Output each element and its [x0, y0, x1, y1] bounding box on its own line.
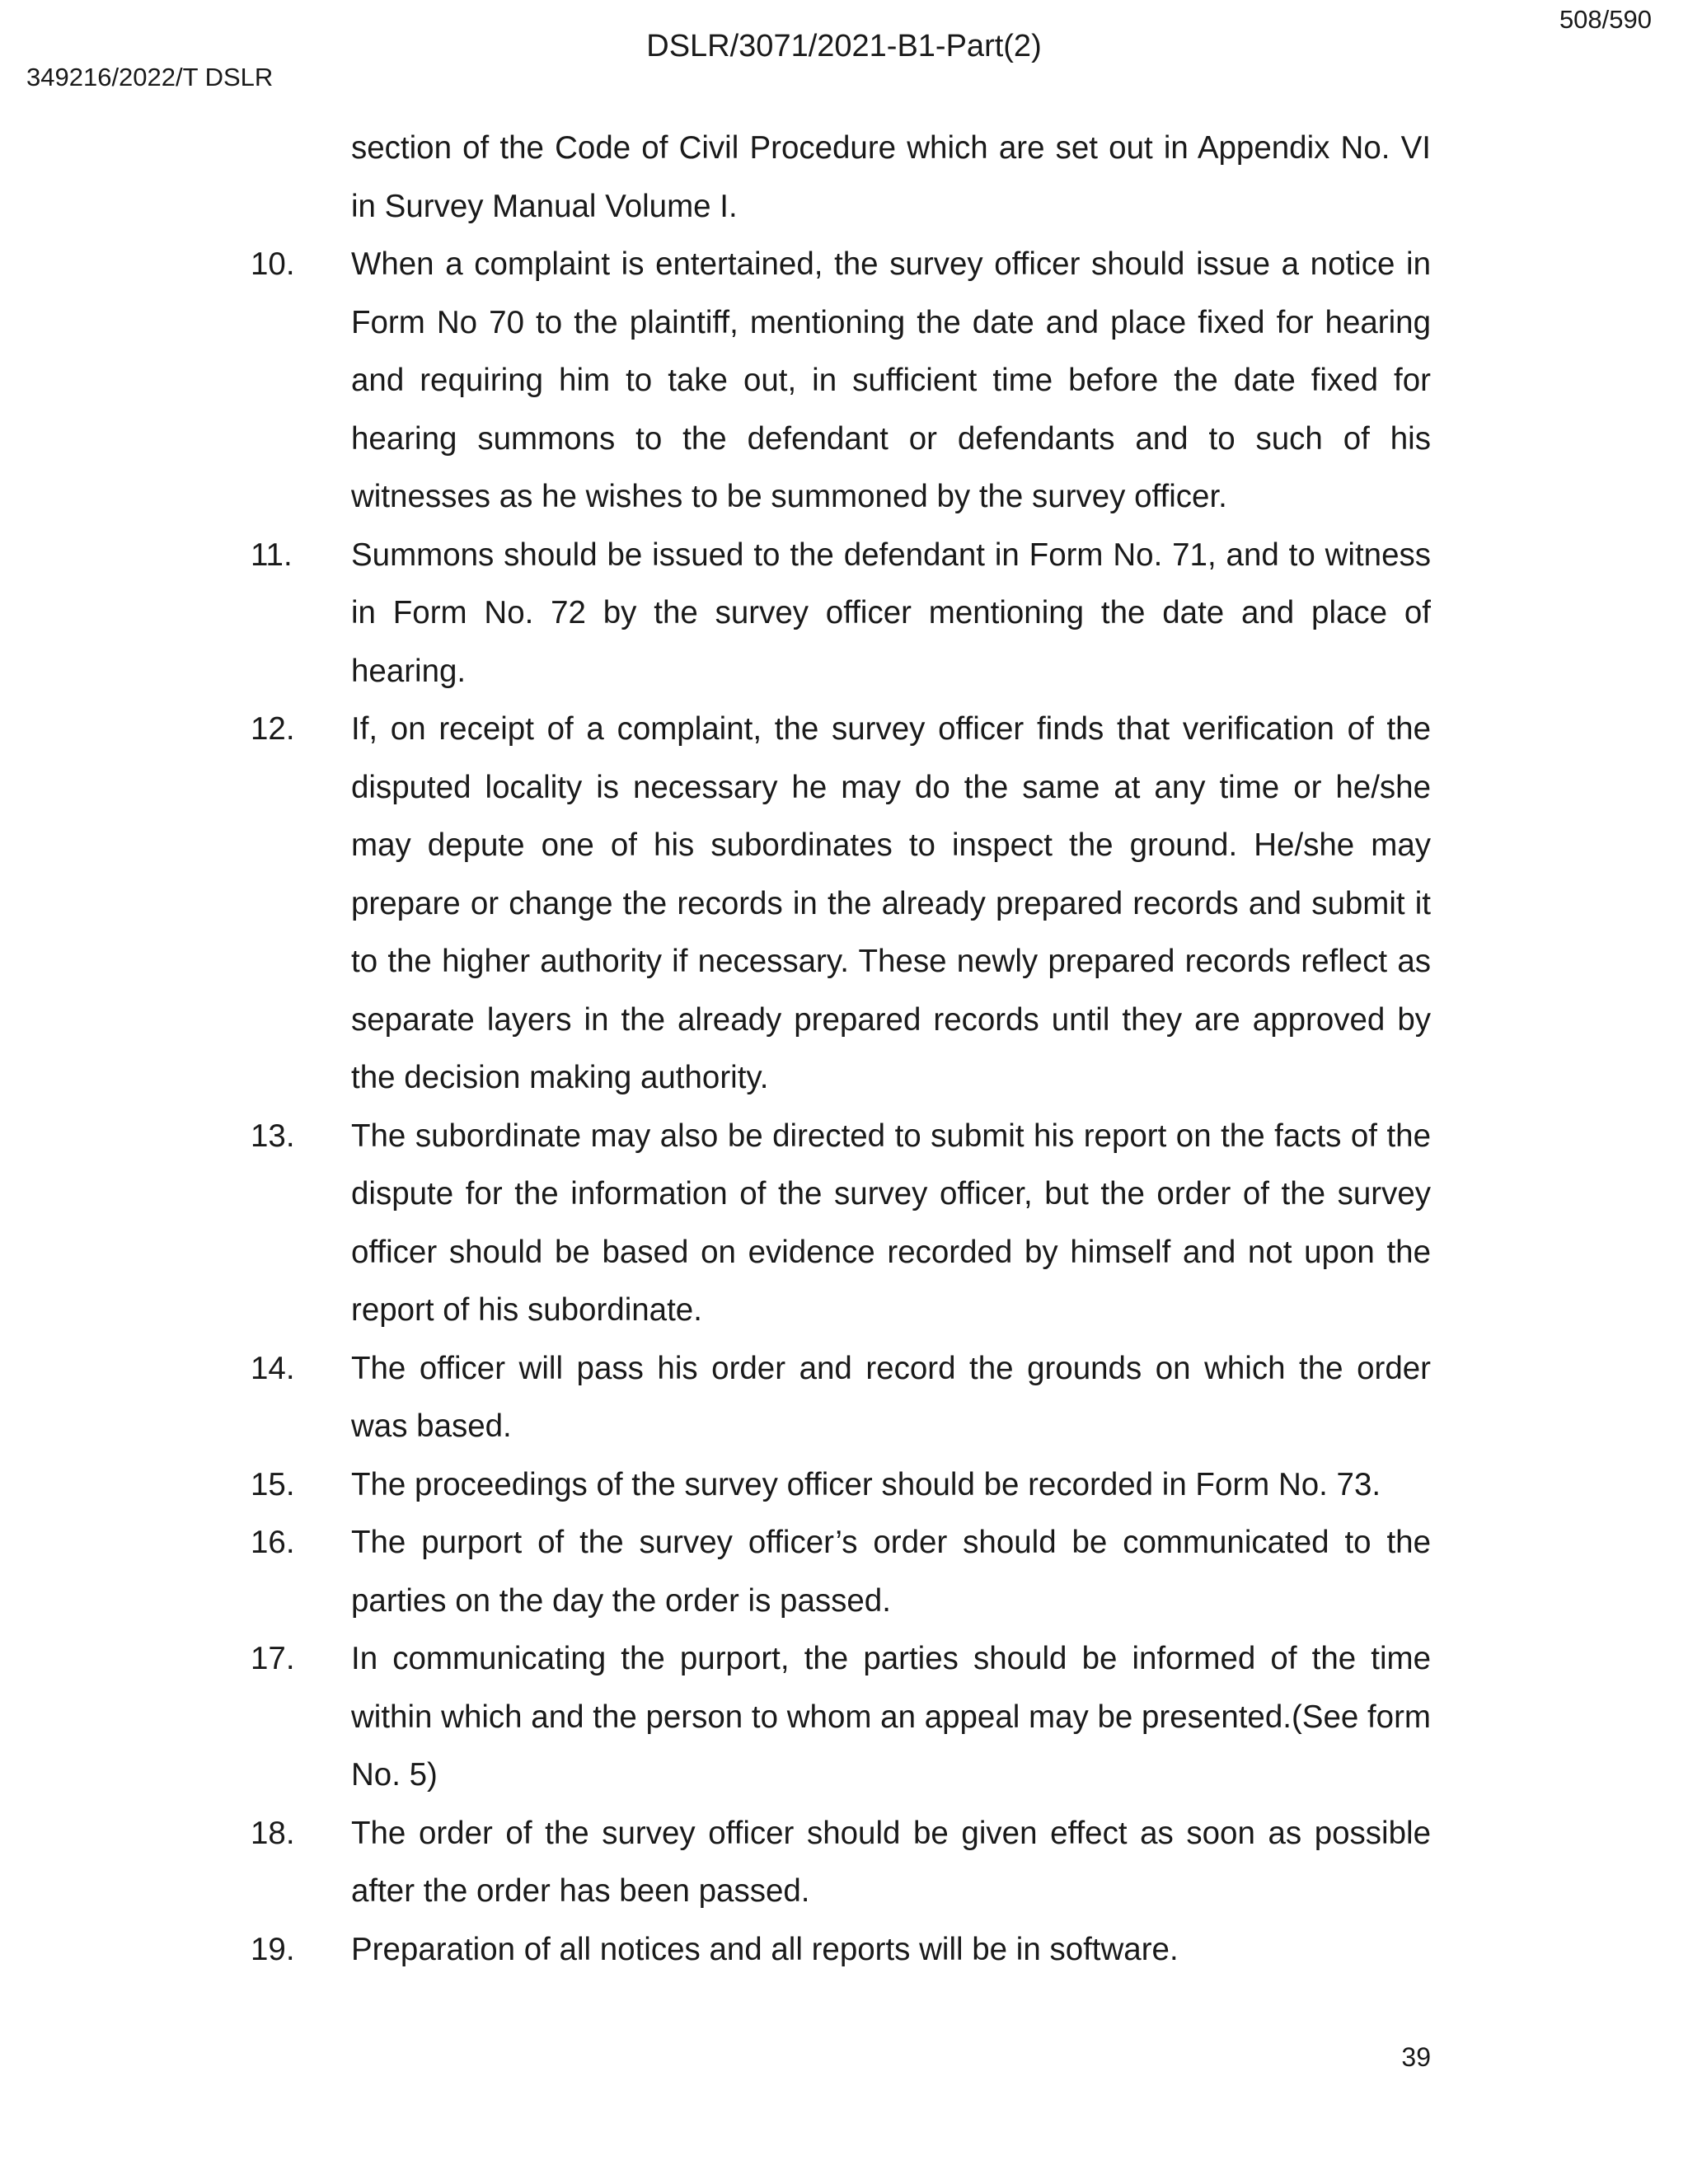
list-item	[251, 1921, 1431, 1980]
item-text: Summons should be issued to the defendant in Form No. 71, and to witness in Form No. 72 by the survey officer mentioning the date and place of hearing.	[351, 537, 1431, 689]
list-item	[251, 1340, 1431, 1456]
item-number: 16.	[251, 1525, 295, 1560]
item-number: 18.	[251, 1815, 295, 1851]
item-text: The purport of the survey officer’s order should be communicated to the parties on the day the order is passed.	[351, 1525, 1431, 1619]
page-number: 39	[1401, 2042, 1431, 2072]
list-item	[251, 1805, 1431, 1921]
list-item	[251, 1456, 1431, 1515]
document-body	[251, 120, 1431, 1979]
list-item	[251, 236, 1431, 527]
item-text: In communicating the purport, the parties should be informed of the time within which and the person to whom an appeal may be presented.(See form No. 5)	[351, 1641, 1431, 1793]
item-text: The order of the survey officer should be given effect as soon as possible after the order has been passed.	[351, 1815, 1431, 1909]
item-number: 19.	[251, 1931, 295, 1967]
item-number: 12.	[251, 711, 295, 747]
continuation-paragraph: section of the Code of Civil Procedure which are set out in Appendix No. VI in Survey Manual Volume I.	[351, 130, 1431, 224]
item-text: Preparation of all notices and all reports will be in software.	[351, 1931, 1179, 1967]
item-text: The officer will pass his order and record the grounds on which the order was based.	[351, 1350, 1431, 1444]
item-number: 13.	[251, 1118, 295, 1154]
list-item	[251, 1630, 1431, 1805]
item-text: If, on receipt of a complaint, the survey officer finds that verification of the disputed locality is necessary he may do the same at any time or he/she may depute one of his subordinates to inspect the ground. He/she may prepare or change the records in the already prepared records and submit it to the higher authority if necessary. These newly prepared records reflect as separate layers in the already prepared records until they are approved by the decision making authority.	[351, 711, 1431, 1095]
document-id-stamp: 349216/2022/T DSLR	[26, 63, 274, 91]
item-text: The subordinate may also be directed to submit his report on the facts of the dispute for the information of the survey officer, but the order of the survey officer should be based on evidence recorded by himself and not upon the report of his subordinate.	[351, 1118, 1431, 1328]
item-number: 17.	[251, 1641, 295, 1676]
item-number: 11.	[251, 537, 293, 573]
list-item	[251, 1108, 1431, 1340]
item-number: 15.	[251, 1466, 295, 1502]
page-count-stamp: 508/590	[1559, 5, 1652, 34]
item-number: 14.	[251, 1350, 295, 1386]
item-text: The proceedings of the survey officer should be recorded in Form No. 73.	[351, 1466, 1381, 1502]
file-reference-header: DSLR/3071/2021-B1-Part(2)	[646, 29, 1042, 63]
list-item	[251, 1514, 1431, 1630]
item-text: When a complaint is entertained, the survey officer should issue a notice in Form No 70 to the plaintiff, mentioning the date and place fixed for hearing and requiring him to take out, in sufficient time before the date fixed for hearing summons to the defendant or defendants and to such of his witnesses as he wishes to be summoned by the survey officer.	[351, 246, 1431, 514]
item-number: 10.	[251, 246, 295, 282]
list-item	[251, 527, 1431, 701]
list-item	[251, 701, 1431, 1108]
